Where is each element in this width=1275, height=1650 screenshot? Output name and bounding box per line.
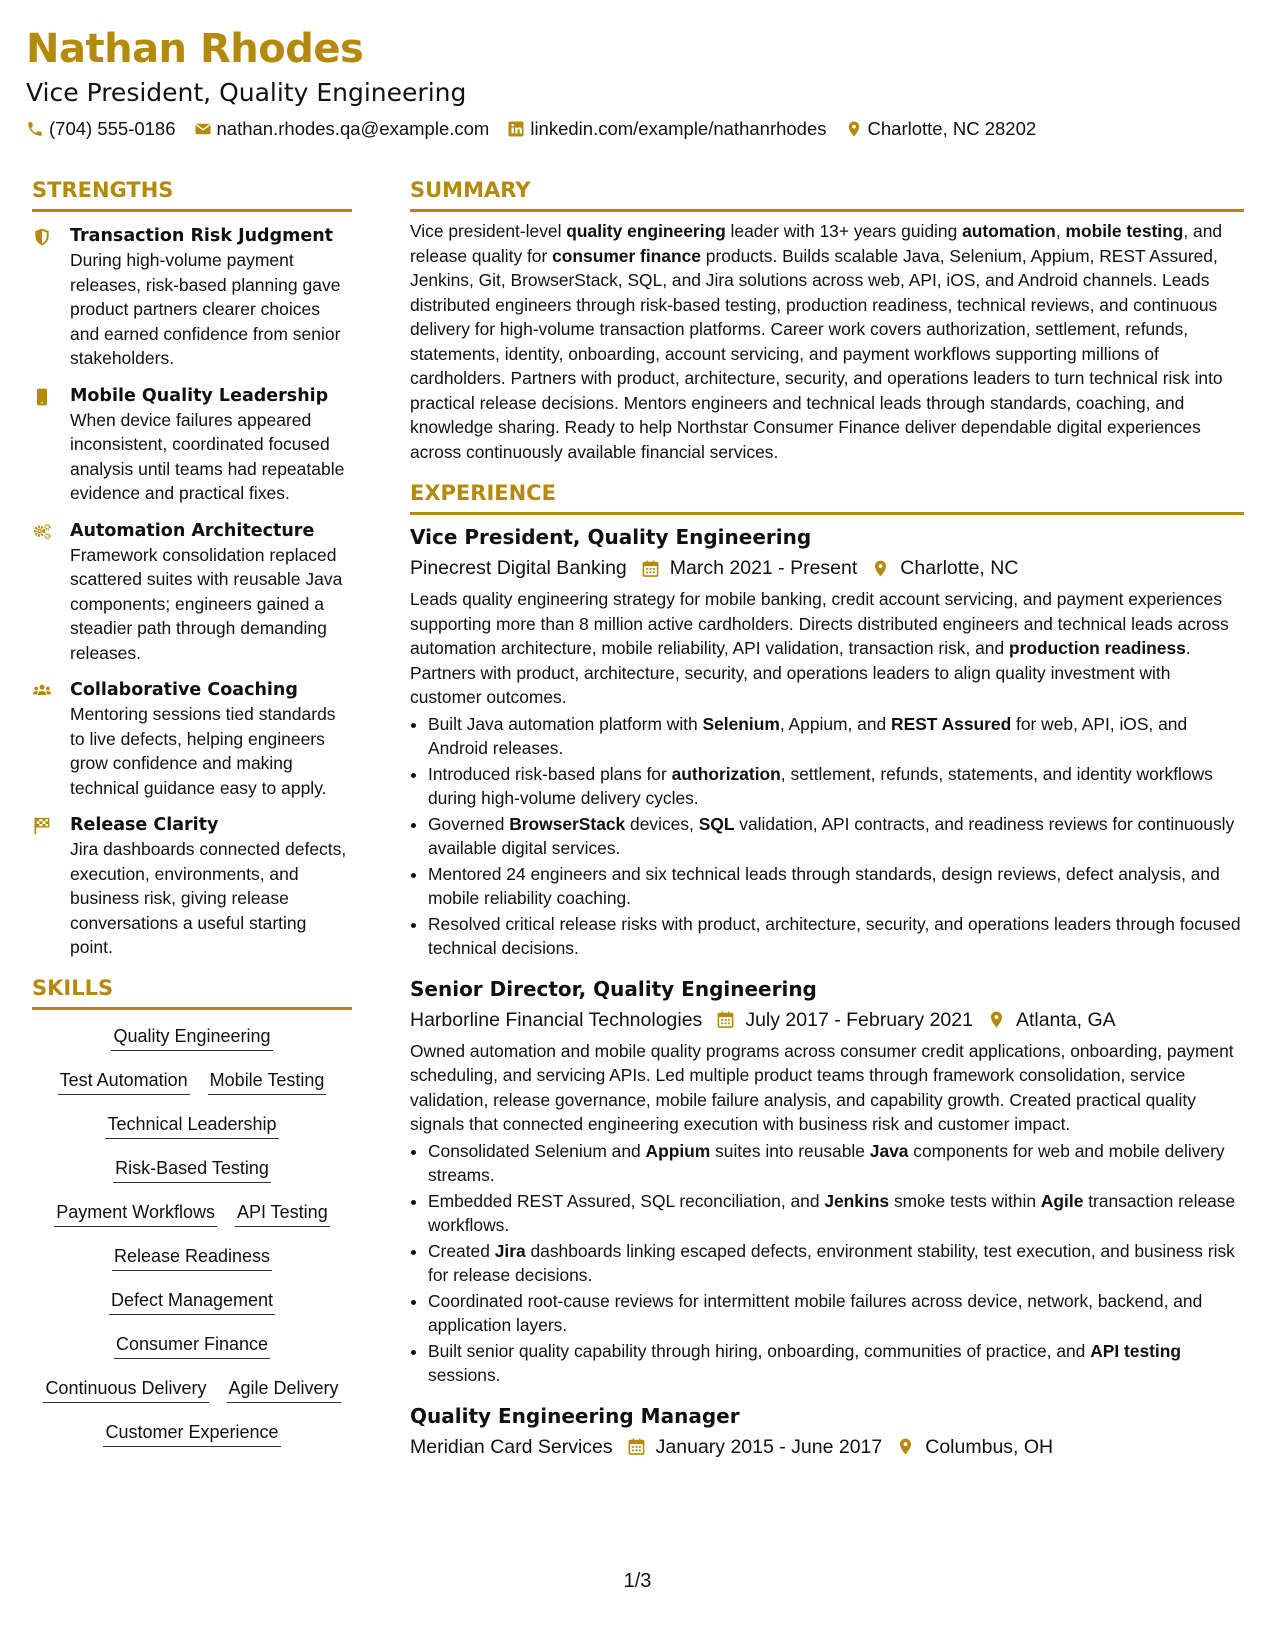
emphasized-text: REST Assured	[891, 713, 1012, 734]
text-run: validation, API contracts, and readiness reviews for continuously available digital services.	[428, 813, 1235, 858]
location-text: Charlotte, NC	[900, 557, 1019, 579]
emphasized-text: mobile testing	[1065, 221, 1184, 241]
text-run: Consolidated Selenium and	[428, 1140, 646, 1161]
company-text: Meridian Card Services	[410, 1435, 613, 1458]
skills-list	[32, 1024, 352, 1447]
job-title: Senior Director, Quality Engineering	[410, 976, 817, 1001]
section-divider	[410, 209, 1244, 212]
strength-description: Framework consolidation replaced scattered suites with reusable Java components; engineers gained a steadier path through demanding releases.	[70, 544, 343, 663]
job-meta	[410, 1005, 1244, 1035]
shield-icon	[32, 227, 52, 247]
emphasized-text: BrowserStack	[509, 813, 626, 834]
text-run: Built Java automation platform with	[428, 713, 703, 734]
calendar-icon	[641, 559, 660, 578]
skills-row	[32, 1244, 352, 1271]
text-run: Embedded REST Assured, SQL reconciliation, and	[428, 1190, 825, 1211]
emphasized-text: Appium	[645, 1140, 711, 1161]
left-column	[32, 175, 352, 1447]
candidate-name: Nathan Rhodes	[26, 26, 364, 72]
achievement-list	[410, 712, 1244, 961]
text-run: components for web and mobile delivery streams.	[428, 1140, 1225, 1185]
envelope-icon	[194, 120, 212, 138]
strength-description: When device failures appeared inconsistent, coordinated focused analysis until teams had repeatable evidence and practical fixes.	[70, 409, 345, 503]
strength-title: Transaction Risk Judgment	[70, 226, 334, 246]
text-run: . Partners with product, architecture, security, and operations leaders to align quality investment with customer outcomes.	[410, 638, 1191, 707]
achievement-item	[428, 1339, 1244, 1388]
dates-text: January 2015 - June 2017	[655, 1435, 883, 1458]
emphasized-text: Agile	[1040, 1190, 1084, 1211]
achievement-item	[428, 1289, 1244, 1338]
text-run: Created	[428, 1240, 495, 1261]
experience-heading: EXPERIENCE	[410, 481, 556, 505]
map-pin-icon	[871, 559, 890, 578]
achievement-item	[428, 1239, 1244, 1288]
skill-tag: Agile Delivery	[227, 1376, 341, 1403]
emphasized-text: quality engineering	[566, 221, 726, 241]
skill-tag: Release Readiness	[112, 1244, 272, 1271]
contact-location	[845, 118, 1037, 140]
skill-tag: Continuous Delivery	[43, 1376, 208, 1403]
calendar-icon	[627, 1437, 646, 1456]
gears-icon	[32, 522, 52, 542]
job-title: Quality Engineering Manager	[410, 1403, 740, 1428]
strength-title: Mobile Quality Leadership	[70, 385, 329, 406]
strength-item	[32, 224, 352, 371]
contact-text: (704) 555-0186	[49, 118, 176, 139]
contact-text: linkedin.com/example/nathanrhodes	[530, 118, 827, 139]
achievement-item	[428, 862, 1244, 911]
company-text: Harborline Financial Technologies	[410, 1008, 703, 1031]
skills-row	[32, 1376, 352, 1403]
emphasized-text: Jenkins	[824, 1190, 890, 1211]
text-run: leader with 13+ years guiding	[725, 221, 963, 241]
skill-tag: Quality Engineering	[111, 1024, 272, 1051]
emphasized-text: Selenium	[702, 713, 780, 734]
emphasized-text: Jira	[494, 1240, 526, 1261]
skill-tag: Payment Workflows	[54, 1200, 217, 1227]
section-divider	[32, 209, 352, 212]
text-run: Coordinated root-cause reviews for intermittent mobile failures across device, network, backend, and application layers.	[428, 1290, 1203, 1335]
achievement-list	[410, 1139, 1244, 1388]
location-text: Columbus, OH	[925, 1435, 1054, 1458]
text-run: ,	[1055, 221, 1066, 241]
skills-row	[32, 1068, 352, 1095]
dates-text: July 2017 - February 2021	[745, 1008, 973, 1031]
emphasized-text: SQL	[698, 813, 735, 834]
job-title: Vice President, Quality Engineering	[410, 525, 812, 549]
strength-item	[32, 678, 352, 800]
job-meta	[410, 553, 1244, 583]
emphasized-text: production readiness	[1008, 638, 1186, 658]
text-run: Governed	[428, 813, 510, 834]
skills-row	[32, 1200, 352, 1227]
skills-row	[32, 1420, 352, 1447]
strength-item	[32, 519, 352, 666]
contact-bar	[26, 118, 1246, 140]
page-number: 1/3	[623, 1570, 652, 1592]
job-description	[410, 587, 1244, 710]
location-text: Atlanta, GA	[1015, 1008, 1116, 1031]
strength-description: During high-volume payment releases, risk-based planning gave product partners clearer choices and earned confidence from senior stakeholders.	[70, 250, 341, 368]
achievement-item	[428, 1139, 1244, 1188]
strength-item	[32, 384, 352, 506]
job-dates	[716, 1005, 973, 1035]
summary-heading: SUMMARY	[410, 178, 531, 202]
skills-heading: SKILLS	[32, 975, 114, 1000]
map-pin-icon	[845, 120, 863, 138]
strength-item	[32, 813, 352, 960]
skill-tag: Mobile Testing	[208, 1068, 327, 1095]
text-run: for web, API, iOS, and Android releases.	[428, 713, 1188, 758]
text-run: smoke tests within	[889, 1190, 1041, 1211]
text-run: Built senior quality capability through hiring, onboarding, communities of practice, and	[428, 1340, 1091, 1361]
text-run: Vice president-level	[410, 221, 567, 241]
text-run: products. Builds scalable Java, Selenium, Appium, REST Assured, Jenkins, Git, BrowserStack, SQL, and Jira solutions across web, API, iOS, and Android channels. Leads distributed engineers through risk-based testing, production readiness, technical reviews, and continuous delivery for high-volume transaction platforms. Career work covers authorization, settlement, refunds, statements, identity, onboarding, account servicing, and payment workflows supporting millions of cardholders. Partners with product, architecture, security, and operations leaders to turn technical risk into practical release decisions. Mentors engineers and technical leads through standards, coaching, and knowledge sharing. Ready to help Northstar Consumer Finance deliver dependable digital experiences across continuously available financial services.	[410, 245, 1223, 462]
summary-text	[410, 219, 1244, 464]
right-column	[410, 175, 1244, 1462]
job-entry	[410, 975, 1244, 1388]
phone-icon	[26, 120, 44, 138]
emphasized-text: consumer finance	[552, 245, 701, 266]
map-pin-icon	[987, 1010, 1006, 1029]
achievement-item	[428, 912, 1244, 961]
resume-header	[26, 22, 1246, 140]
section-divider	[32, 1007, 352, 1010]
skill-tag: Defect Management	[109, 1288, 275, 1315]
emphasized-text: API testing	[1090, 1340, 1182, 1361]
job-location	[896, 1432, 1053, 1462]
achievement-item	[428, 812, 1244, 861]
skills-row	[32, 1156, 352, 1183]
calendar-icon	[716, 1010, 735, 1029]
job-entry	[410, 523, 1244, 961]
skills-row	[32, 1288, 352, 1315]
text-run: transaction release workflows.	[428, 1190, 1236, 1235]
text-run: sessions.	[428, 1365, 501, 1385]
strength-title: Release Clarity	[70, 815, 219, 835]
company-name	[410, 553, 627, 583]
achievement-item	[428, 762, 1244, 811]
skill-tag: Risk-Based Testing	[113, 1156, 271, 1183]
text-run: Owned automation and mobile quality programs across consumer credit applications, onboarding, payment scheduling, and servicing APIs. Led multiple product teams through framework consolidation, service validation, release governance, mobile failure analysis, and capability growth. Created practical quality signals that connected engineering execution with business risk and customer impact.	[410, 1040, 1234, 1134]
company-name	[410, 1432, 613, 1462]
contact-email[interactable]	[194, 118, 490, 140]
job-dates	[641, 553, 858, 583]
contact-linkedin[interactable]	[507, 118, 826, 140]
text-run: devices,	[625, 813, 699, 834]
achievement-item	[428, 1189, 1244, 1238]
job-location	[871, 553, 1018, 583]
job-location	[987, 1005, 1116, 1035]
text-run: , Appium, and	[779, 713, 892, 734]
strength-title: Collaborative Coaching	[70, 680, 298, 700]
strength-title: Automation Architecture	[70, 520, 315, 541]
text-run: Mentored 24 engineers and six technical leads through standards, design reviews, defect analysis, and mobile reliability coaching.	[428, 863, 1220, 908]
strength-description: Mentoring sessions tied standards to live defects, helping engineers grow confidence and making technical guidance easy to apply.	[70, 704, 336, 798]
section-divider	[410, 512, 1244, 515]
emphasized-text: authorization	[671, 763, 781, 784]
skills-row	[32, 1024, 352, 1051]
dates-text: March 2021 - Present	[669, 557, 858, 579]
checkered-flag-icon	[32, 816, 52, 836]
emphasized-text: automation	[962, 221, 1056, 241]
text-run: , settlement, refunds, statements, and identity workflows during high-volume delivery cycles.	[428, 763, 1213, 808]
map-pin-icon	[896, 1437, 915, 1456]
text-run: dashboards linking escaped defects, environment stability, test execution, and business risk for release decisions.	[428, 1240, 1235, 1285]
skill-tag: Consumer Finance	[114, 1332, 270, 1359]
contact-text: nathan.rhodes.qa@example.com	[216, 118, 490, 139]
strengths-list	[32, 224, 352, 960]
candidate-headline: Vice President, Quality Engineering	[26, 78, 467, 107]
contact-text: Charlotte, NC 28202	[867, 118, 1037, 139]
skills-row	[32, 1332, 352, 1359]
mobile-phone-icon	[32, 387, 52, 407]
job-dates	[627, 1432, 883, 1462]
skill-tag: Test Automation	[58, 1068, 190, 1095]
experience-list	[410, 523, 1244, 1462]
job-entry	[410, 1402, 1244, 1462]
text-run: Leads quality engineering strategy for mobile banking, credit account servicing, and payment experiences supporting more than 8 million active cardholders. Directs distributed engineers and technical leads across automation architecture, mobile reliability, API validation, transaction risk, and	[410, 589, 1229, 658]
people-group-icon	[32, 681, 52, 701]
skill-tag: API Testing	[235, 1200, 330, 1227]
strength-description: Jira dashboards connected defects, execution, environments, and business risk, giving release conversations a useful starting point.	[70, 839, 347, 957]
strengths-heading: STRENGTHS	[32, 178, 174, 202]
text-run: suites into reusable	[710, 1140, 870, 1161]
job-meta	[410, 1432, 1244, 1462]
company-text: Pinecrest Digital Banking	[410, 557, 627, 579]
text-run: , and release quality for	[410, 221, 1223, 266]
text-run: Introduced risk-based plans for	[428, 763, 672, 784]
text-run: Resolved critical release risks with product, architecture, security, and operations leaders through focused technical decisions.	[428, 913, 1241, 958]
skills-row	[32, 1112, 352, 1139]
linkedin-icon	[507, 120, 525, 138]
emphasized-text: Java	[869, 1140, 909, 1161]
skill-tag: Technical Leadership	[105, 1112, 278, 1139]
contact-phone[interactable]	[26, 118, 176, 140]
achievement-item	[428, 712, 1244, 761]
job-description	[410, 1039, 1244, 1137]
company-name	[410, 1005, 702, 1035]
skill-tag: Customer Experience	[103, 1420, 280, 1447]
